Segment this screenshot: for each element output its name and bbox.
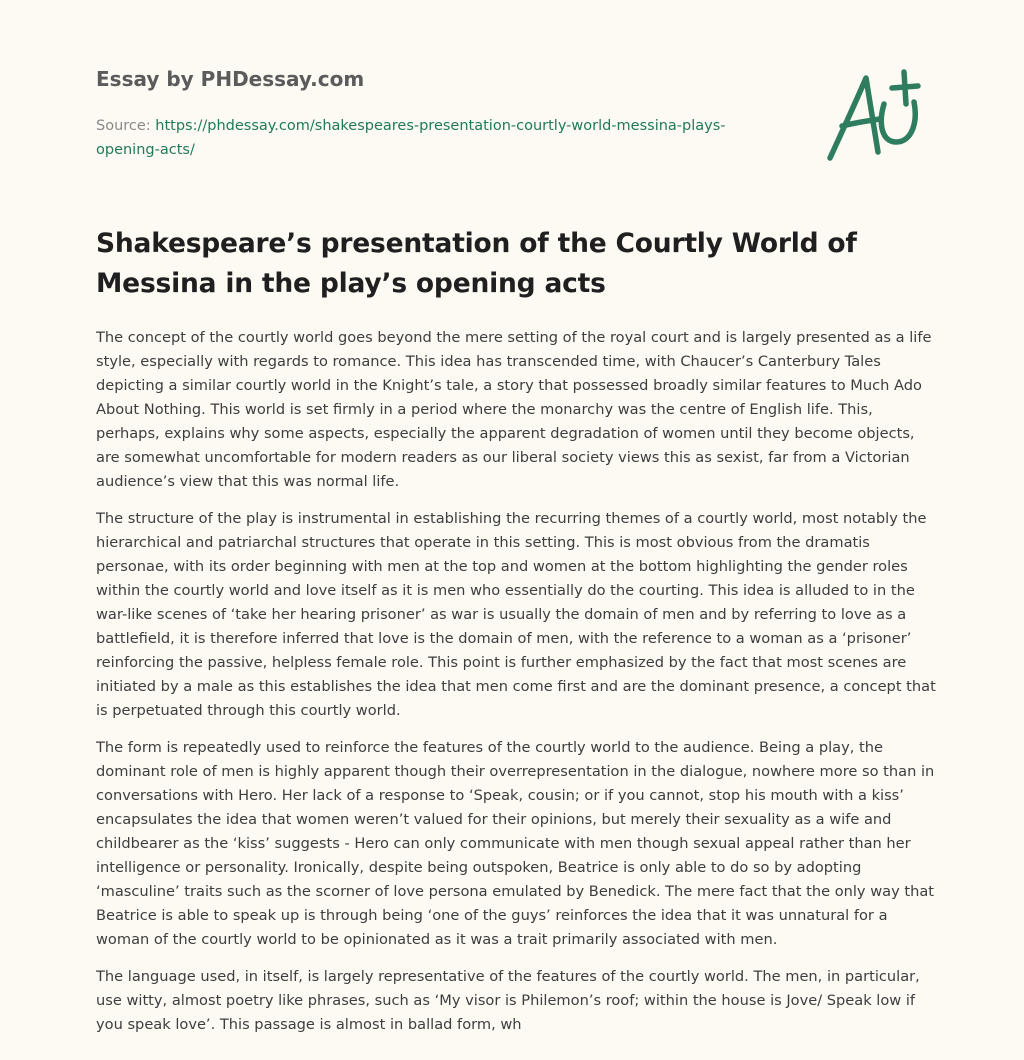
essay-paragraph: The concept of the courtly world goes beyond the mere setting of the royal court and is largely presented as a life style, especially with regards to romance. This idea has transcended time, with Chaucer’s Canterbury Tales depicting a similar courtly world in the Knight’s tale, a story that possessed broadly similar features to Much Ado About Nothing. This world is set firmly in a period where the monarchy was the centre of English life. This, perhaps, explains why some aspects, especially the apparent degradation of women until they become objects, are somewhat uncomfortable for modern readers as our liberal society views this as sexist, far from a Victorian audience’s view that this was normal life. (96, 329, 932, 490)
site-brand: Essay by PHDessay.com (96, 67, 365, 91)
source-line (96, 114, 756, 162)
essay-title: Shakespeare’s presentation of the Courtly World of Messina in the play’s opening acts (96, 228, 857, 299)
essay-body (96, 326, 936, 1050)
source-label: Source: (96, 118, 156, 134)
a-plus-logo-svg (822, 66, 932, 166)
source-link[interactable]: https://phdessay.com/shakespeares-presentation-courtly-world-messina-plays-opening-acts/ (96, 118, 726, 158)
page-header (96, 66, 796, 162)
essay-paragraph: The language used, in itself, is largely representative of the features of the courtly world. The men, in particular, use witty, almost poetry like phrases, such as ‘My visor is Philemon’s roof; within the house is Jove/ Speak low if you speak love’. This passage is almost in ballad form, wh (96, 968, 920, 1033)
essay-paragraph: The structure of the play is instrumental in establishing the recurring themes of a courtly world, most notably the hierarchical and patriarchal structures that operate in this setting. This is most obvious from the dramatis personae, with its order beginning with men at the top and women at the bottom highlighting the gender roles within the courtly world and love itself as it is men who essentially do the courting. This idea is alluded to in the war-like scenes of ‘take her hearing prisoner’ as war is usually the domain of men and by referring to love as a battlefield, it is therefore inferred that love is the domain of men, with the reference to a woman as a ‘prisoner’ reinforcing the passive, helpless female role. This point is further emphasized by the fact that most scenes are initiated by a male as this establishes the idea that men come first and are the dominant presence, a concept that is perpetuated through this courtly world. (96, 510, 936, 719)
essay-paragraph: The form is repeatedly used to reinforce the features of the courtly world to the audience. Being a play, the dominant role of men is highly apparent though their overrepresentation in the dialogue, nowhere more so than in conversations with Hero. Her lack of a response to ‘Speak, cousin; or if you cannot, stop his mouth with a kiss’ encapsulates the idea that women weren’t valued for their opinions, but merely their sexuality as a wife and childbearer as the ‘kiss’ suggests - Hero can only communicate with men though sexual appeal rather than her intelligence or personality. Ironically, despite being outspoken, Beatrice is only able to do so by adopting ‘masculine’ traits such as the scorner of love persona emulated by Benedick. The mere fact that the only way that Beatrice is able to speak up is through being ‘one of the guys’ reinforces the idea that it was unnatural for a woman of the courtly world to be opinionated as it was a trait primarily associated with men. (96, 739, 935, 948)
a-plus-grade-icon (822, 66, 932, 166)
